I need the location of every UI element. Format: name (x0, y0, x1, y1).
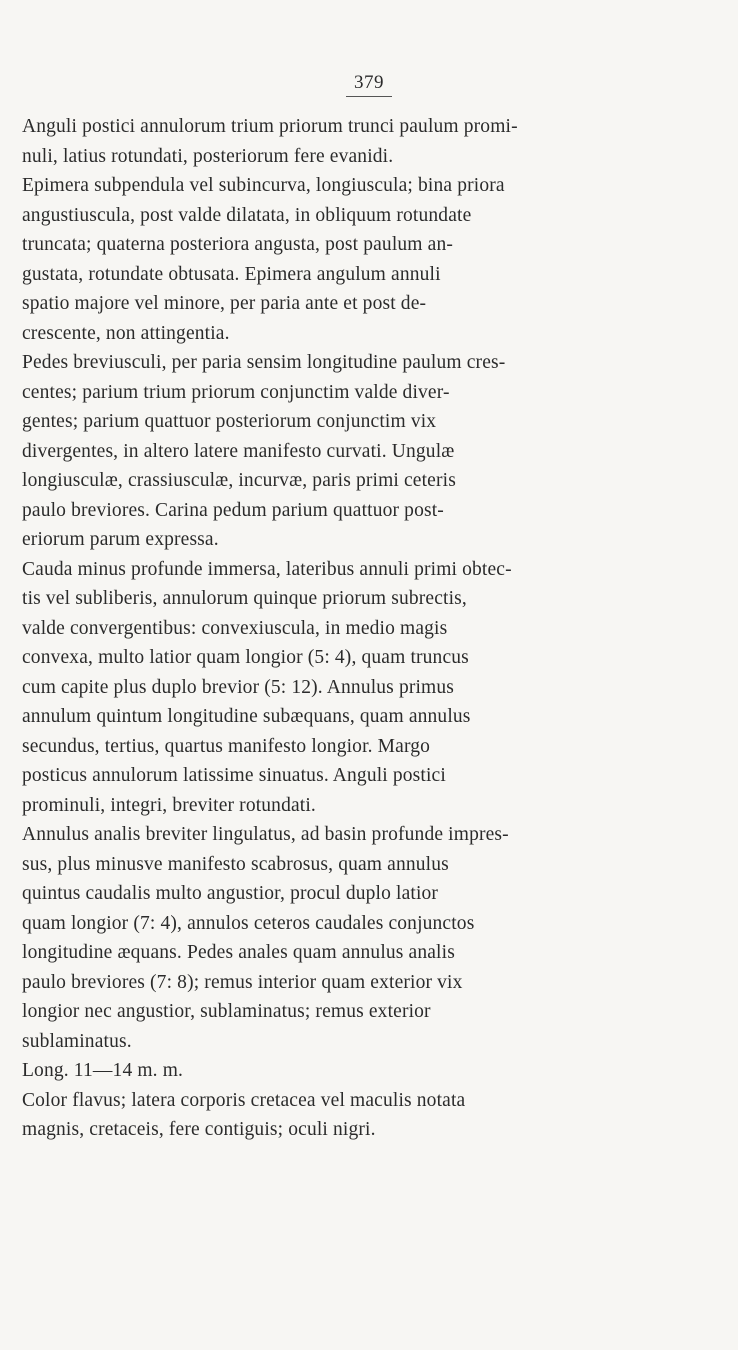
text-line: annulum quintum longitudine subæquans, quam annulus (22, 706, 471, 727)
text-line: centes; parium trium priorum conjunctim valde diver- (22, 381, 450, 403)
text-line: paulo breviores (7: 8); remus interior quam exterior vix (22, 971, 463, 993)
paragraph (22, 1086, 708, 1145)
text-line: quam longior (7: 4), annulos ceteros caudales conjunctos (22, 912, 475, 934)
text-line: Epimera subpendula vel subincurva, longiuscula; bina priora (22, 175, 505, 196)
text-line: divergentes, in altero latere manifesto curvati. Ungulæ (22, 440, 455, 462)
text-line: valde convergentibus: convexiuscula, in medio magis (22, 617, 448, 639)
paragraph (22, 555, 708, 821)
text-line: Long. 11—14 m. m. (22, 1060, 184, 1081)
paragraph (22, 171, 708, 348)
text-line: secundus, tertius, quartus manifesto longior. Margo (22, 735, 431, 757)
text-line: convexa, multo latior quam longior (5: 4), quam truncus (22, 647, 469, 668)
text-line: sublaminatus. (22, 1030, 132, 1052)
text-line: cum capite plus duplo brevior (5: 12). Annulus primus (22, 676, 455, 698)
text-line: tis vel subliberis, annulorum quinque priorum subrectis, (22, 588, 467, 609)
document-body (22, 112, 708, 1145)
text-line: Pedes breviusculi, per paria sensim longitudine paulum cres- (22, 352, 506, 373)
paragraph (22, 1056, 708, 1086)
text-line: Annulus analis breviter lingulatus, ad basin profunde impres- (22, 824, 509, 845)
text-line: crescente, non attingentia. (22, 322, 230, 344)
text-line: truncata; quaterna posteriora angusta, post paulum an- (22, 234, 453, 255)
page-number (0, 72, 738, 97)
paragraph (22, 112, 708, 171)
text-line: angustiuscula, post valde dilatata, in obliquum rotundate (22, 204, 472, 226)
paragraph (22, 820, 708, 1056)
text-line: gustata, rotundate obtusata. Epimera angulum annuli (22, 263, 441, 285)
text-line: magnis, cretaceis, fere contiguis; oculi nigri. (22, 1119, 376, 1140)
text-line: longitudine æquans. Pedes anales quam annulus analis (22, 942, 455, 963)
text-line: Cauda minus profunde immersa, lateribus annuli primi obtec- (22, 558, 512, 580)
text-line: spatio majore vel minore, per paria ante et post de- (22, 293, 427, 314)
text-line: prominuli, integri, breviter rotundati. (22, 794, 316, 816)
page-number-text: 379 (346, 72, 392, 97)
text-line: sus, plus minusve manifesto scabrosus, quam annulus (22, 853, 449, 875)
text-line: nuli, latius rotundati, posteriorum fere evanidi. (22, 145, 394, 167)
text-line: longiusculæ, crassiusculæ, incurvæ, paris primi ceteris (22, 470, 456, 491)
text-line: longior nec angustior, sublaminatus; remus exterior (22, 1001, 431, 1022)
text-line: gentes; parium quattuor posteriorum conjunctim vix (22, 411, 437, 432)
paragraph (22, 348, 708, 555)
text-line: quintus caudalis multo angustior, procul duplo latior (22, 883, 439, 904)
text-line: posticus annulorum latissime sinuatus. Anguli postici (22, 765, 446, 786)
text-line: Color flavus; latera corporis cretacea vel maculis notata (22, 1089, 466, 1111)
text-line: paulo breviores. Carina pedum parium quattuor post- (22, 499, 444, 521)
text-line: eriorum parum expressa. (22, 529, 219, 550)
text-line: Anguli postici annulorum trium priorum trunci paulum promi- (22, 116, 518, 137)
